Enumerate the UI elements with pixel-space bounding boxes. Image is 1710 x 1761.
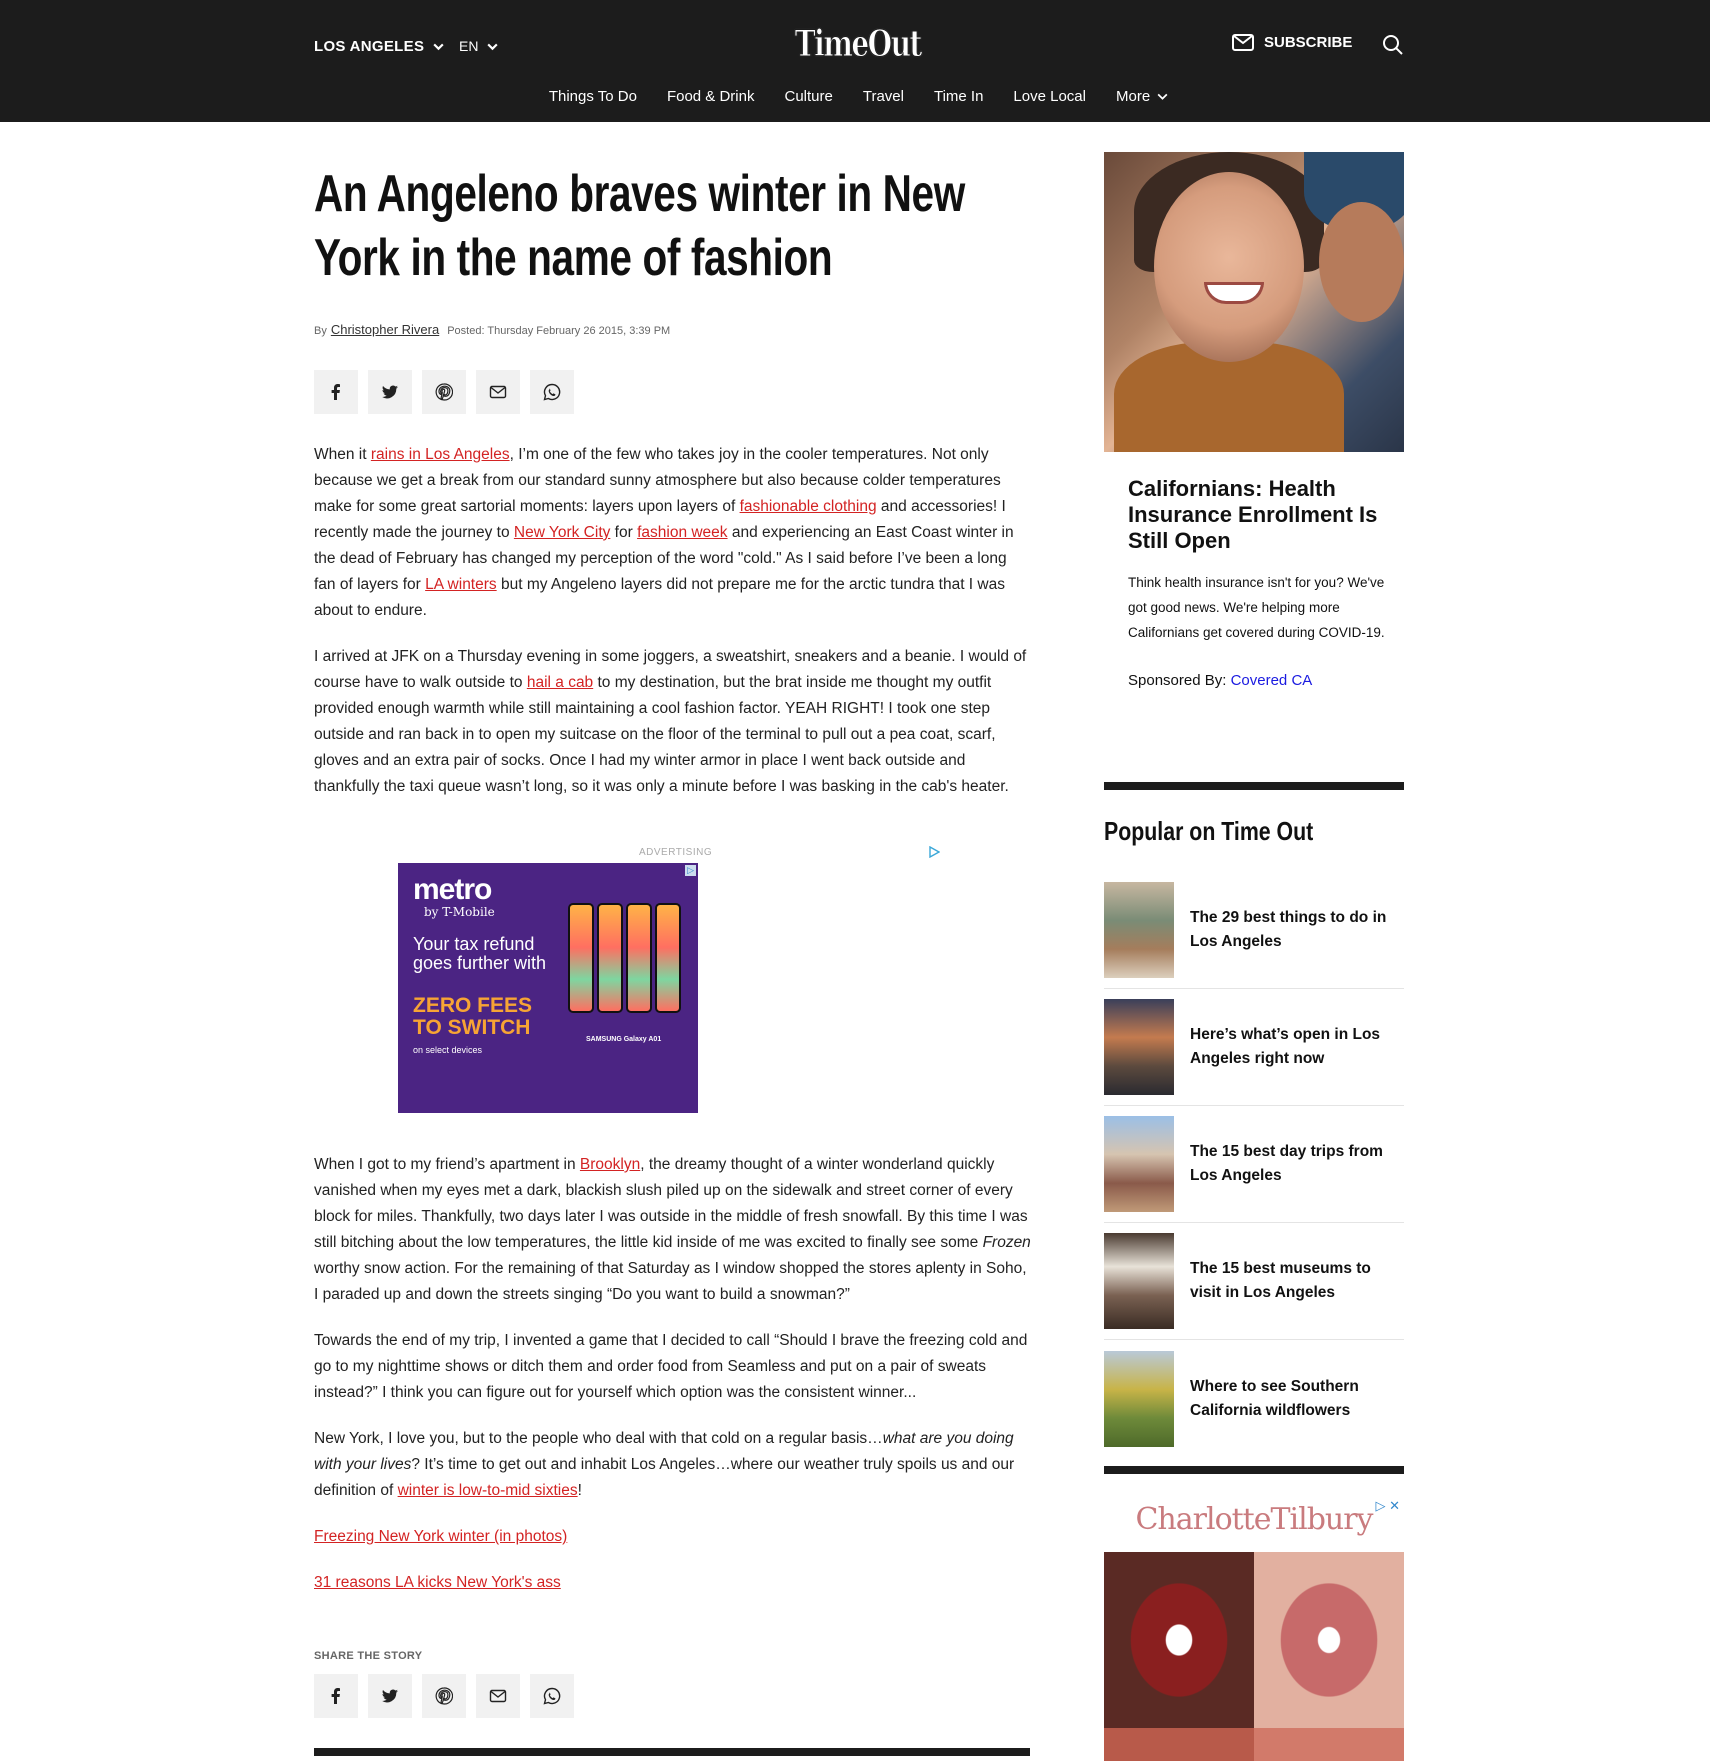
ad-headline: Your tax refund goes further with — [413, 934, 547, 973]
ad-brand: CharlotteTilbury — [1135, 1502, 1373, 1537]
sidebar-divider — [1104, 1466, 1404, 1474]
sponsor-link[interactable]: Covered CA — [1230, 672, 1313, 689]
subscribe-label: SUBSCRIBE — [1264, 34, 1353, 51]
ad-disclaimer: on select devices — [413, 1045, 483, 1055]
chevron-down-icon — [486, 40, 499, 53]
share-story-label: SHARE THE STORY — [314, 1650, 423, 1662]
main-nav — [0, 88, 1710, 105]
mail-icon — [1232, 34, 1254, 51]
chevron-down-icon — [1156, 90, 1169, 103]
whatsapp-icon — [543, 1687, 561, 1705]
article-body-bottom — [314, 1152, 1032, 1616]
paragraph-5: New York, I love you, but to the people who deal with that cold on a regular basis…what are you doing with your lives? It’s time to get out and inhabit Los Angeles…where our weather truly spoils us and our definition of winter is low-to-mid sixties! — [314, 1430, 1015, 1499]
popular-item-title: Here’s what’s open in Los Angeles right now — [1190, 1026, 1381, 1067]
by-label: By — [314, 325, 327, 337]
language-selector[interactable] — [459, 38, 499, 54]
share-pinterest-button[interactable] — [422, 370, 466, 414]
link-winter-sixties[interactable]: winter is low-to-mid sixties — [397, 1482, 578, 1499]
nav-love-local[interactable]: Love Local — [1013, 88, 1086, 105]
share-bar-top — [314, 370, 574, 414]
share-email-button[interactable] — [476, 370, 520, 414]
ad-image — [1254, 1552, 1404, 1728]
popular-item[interactable] — [1104, 1106, 1404, 1223]
sponsored-image[interactable] — [1104, 152, 1404, 452]
ad-close-icon[interactable]: ▷ ✕ — [1375, 1498, 1400, 1513]
whatsapp-icon — [543, 383, 561, 401]
share-whatsapp-button[interactable] — [530, 1674, 574, 1718]
nav-food-drink[interactable]: Food & Drink — [666, 88, 755, 105]
nav-more[interactable] — [1116, 88, 1169, 105]
popular-item-title: The 15 best museums to visit in Los Angeles — [1190, 1260, 1371, 1301]
link-rains-in-la[interactable]: rains in Los Angeles — [370, 446, 510, 463]
popular-item[interactable] — [1104, 872, 1404, 989]
popular-thumbnail — [1104, 1116, 1174, 1212]
ad-brand-sub: by T-Mobile — [424, 905, 495, 919]
author-link[interactable]: Christopher Rivera — [330, 322, 440, 337]
link-la-winters[interactable]: LA winters — [425, 576, 497, 593]
popular-item-title: Where to see Southern California wildflowers — [1190, 1377, 1359, 1419]
pinterest-icon — [435, 1687, 453, 1705]
facebook-icon — [327, 1687, 345, 1705]
popular-thumbnail — [1104, 882, 1174, 978]
ad-phone-model: SAMSUNG Galaxy A01 — [586, 1036, 662, 1043]
paragraph-4: Towards the end of my trip, I invented a game that I decided to call “Should I brave the freezing cold and go to my nighttime shows or ditch them and order food from Seamless and put on a pair of sweats instead?” I think you can figure out for yourself which option was the consistent winner... — [314, 1332, 1028, 1401]
nav-culture[interactable]: Culture — [784, 88, 833, 105]
nav-time-in[interactable]: Time In — [933, 88, 984, 105]
ad-image — [1104, 1728, 1254, 1761]
share-facebook-button[interactable] — [314, 1674, 358, 1718]
link-fashion-week[interactable]: fashion week — [637, 524, 728, 541]
search-icon[interactable] — [1382, 34, 1404, 56]
city-label: LOS ANGELES — [314, 38, 425, 55]
popular-thumbnail — [1104, 999, 1174, 1095]
link-brooklyn[interactable]: Brooklyn — [579, 1156, 641, 1173]
paragraph-3: When I got to my friend’s apartment in Brooklyn, the dreamy thought of a winter wonderland quickly vanished when my eyes met a dark, blackish slush piled up on the sidewalk and street corner of every block for miles. Thankfully, two days later I was outside in the middle of fresh snowfall. By this time I was still bitching about the low temperatures, the little kid inside of me was excited to finally see some Frozen worthy snow action. For the remaining of that Saturday as I window shopped the stores aplenty in Soho, I paraded up and down the streets singing “Do you want to build a snowman?” — [314, 1156, 1031, 1303]
byline — [314, 322, 670, 337]
related-link-31-reasons[interactable]: 31 reasons LA kicks New York's ass — [314, 1574, 561, 1591]
language-label: EN — [459, 38, 479, 54]
link-fashionable-clothing[interactable]: fashionable clothing — [739, 498, 877, 515]
nav-travel[interactable]: Travel — [862, 88, 904, 105]
ad-offer: ZERO FEES TO SWITCH — [413, 994, 533, 1039]
ad-image — [1254, 1728, 1404, 1761]
mail-icon — [489, 1687, 507, 1705]
share-bar-bottom — [314, 1674, 574, 1718]
mail-icon — [489, 383, 507, 401]
share-email-button[interactable] — [476, 1674, 520, 1718]
pinterest-icon — [435, 383, 453, 401]
popular-title: Popular on Time Out — [1104, 816, 1314, 846]
ad-phones-image — [568, 903, 681, 1013]
popular-item[interactable] — [1104, 1223, 1404, 1340]
share-facebook-button[interactable] — [314, 370, 358, 414]
nav-more-label: More — [1115, 88, 1151, 105]
article-title: An Angeleno braves winter in New York in the name of fashion — [314, 165, 965, 287]
popular-thumbnail — [1104, 1233, 1174, 1329]
sponsored-title[interactable]: Californians: Health Insurance Enrollment Is Still Open — [1128, 476, 1378, 553]
timeout-logo[interactable]: TimeOut — [794, 23, 922, 65]
chevron-down-icon — [432, 40, 445, 53]
paragraph-1: When it rains in Los Angeles, I’m one of the few who takes joy in the cooler temperatures. Not only because we get a break from our standard sunny atmosphere but also because colder temperatures make for some great sartorial moments: layers upon layers of fashionable clothing and accessories! I recently made the journey to New York City for fashion week and experiencing an East Coast winter in the dead of February has changed my perception of the word "cold." As I said before I’ve been a long fan of layers for LA winters but my Angeleno layers did not prepare me for the arctic tundra that I was about to endure. — [314, 446, 1014, 619]
section-divider — [314, 1748, 1030, 1756]
ad-choices-icon[interactable] — [928, 846, 940, 858]
metro-ad[interactable] — [398, 863, 698, 1113]
advertising-label: ADVERTISING — [639, 847, 713, 858]
link-new-york-city[interactable]: New York City — [513, 524, 611, 541]
popular-thumbnail — [1104, 1351, 1174, 1447]
sponsored-by — [1128, 672, 1312, 689]
share-twitter-button[interactable] — [368, 1674, 412, 1718]
facebook-icon — [327, 383, 345, 401]
popular-item-title: The 29 best things to do in Los Angeles — [1190, 909, 1387, 950]
related-link-freezing-ny[interactable]: Freezing New York winter (in photos) — [314, 1528, 568, 1545]
paragraph-2: I arrived at JFK on a Thursday evening in some joggers, a sweatshirt, sneakers and a beanie. I would of course have to walk outside to hail a cab to my destination, but the brat inside me thought my outfit provided enough warmth while still maintaining a cool fashion factor. YEAH RIGHT! I took one step outside and ran back in to open my suitcase on the floor of the terminal to pull out a pea coat, scarf, gloves and an extra pair of socks. Once I had my winter armor in place I went back outside and thankfully the taxi queue wasn’t long, so it was only a minute before I was basking in the cab's heater. — [314, 648, 1027, 795]
nav-things-to-do[interactable]: Things To Do — [548, 88, 637, 105]
share-pinterest-button[interactable] — [422, 1674, 466, 1718]
subscribe-button[interactable] — [1232, 34, 1352, 51]
popular-list — [1104, 872, 1404, 1457]
popular-item-title: The 15 best day trips from Los Angeles — [1190, 1143, 1383, 1184]
twitter-icon — [381, 383, 399, 401]
sponsored-description: Think health insurance isn't for you? We've got good news. We're helping more Californians get covered during COVID-19. — [1128, 575, 1385, 640]
twitter-icon — [381, 1687, 399, 1705]
city-selector[interactable] — [314, 38, 445, 55]
posted-date: Posted: Thursday February 26 2015, 3:39 PM — [447, 325, 671, 337]
ad-brand: metro — [413, 873, 492, 906]
share-whatsapp-button[interactable] — [530, 370, 574, 414]
popular-item[interactable] — [1104, 989, 1404, 1106]
link-hail-a-cab[interactable]: hail a cab — [526, 674, 594, 691]
sponsored-by-label: Sponsored By: — [1128, 672, 1227, 689]
popular-item[interactable] — [1104, 1340, 1404, 1457]
site-header — [0, 0, 1710, 122]
ad-image — [1104, 1552, 1254, 1728]
charlotte-tilbury-ad[interactable] — [1104, 1496, 1404, 1761]
ad-info-icon[interactable]: ▷ — [687, 865, 694, 875]
share-twitter-button[interactable] — [368, 370, 412, 414]
article-body-top — [314, 442, 1032, 820]
sidebar-divider — [1104, 782, 1404, 790]
